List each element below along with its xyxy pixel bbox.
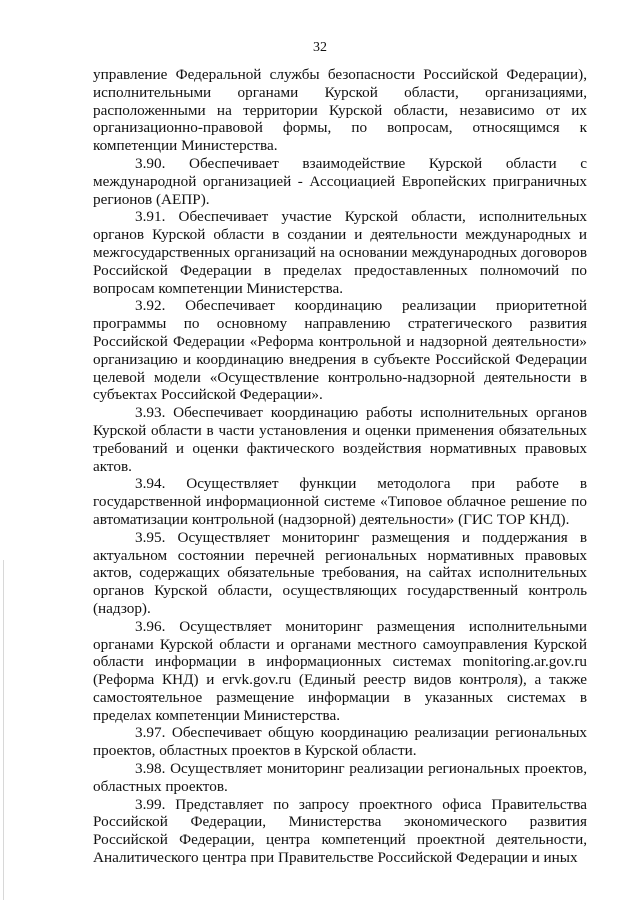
document-body <box>93 66 587 867</box>
paragraph-3-96: 3.96. Осуществляет мониторинг размещения исполнительными органами Курской области и органами местного самоуправления Курской области информации в информационных системах monitoring.ar.gov.ru (Реформа КНД) и ervk.gov.ru (Единый реестр видов контроля), а также самостоятельное размещение информации в указанных системах в пределах компетенции Министерства. <box>93 617 587 724</box>
paragraph-3-94: 3.94. Осуществляет функции методолога при работе в государственной информационной системе «Типовое облачное решение по автоматизации контрольной (надзорной) деятельности» (ГИС ТОР КНД). <box>93 475 587 528</box>
paragraph-3-93: 3.93. Обеспечивает координацию работы исполнительных органов Курской области в части установления и оценки применения обязательных требований и оценки фактического воздействия нормативных правовых актов. <box>93 404 587 475</box>
paragraph-3-91: 3.91. Обеспечивает участие Курской области, исполнительных органов Курской области в создании и деятельности международных и межгосударственных организаций на основании международных договоров Российской Федерации в пределах предоставленных полномочий по вопросам компетенции Министерства. <box>93 208 587 297</box>
scan-edge-line <box>3 560 4 900</box>
paragraph-continuation: управление Федеральной службы безопасности Российской Федерации), исполнительными органами Курской области, организациями, расположенными на территории Курской области, независимо от их организационно-правовой формы, по вопросам, относящимся к компетенции Министерства. <box>93 66 587 155</box>
page-number: 32 <box>313 40 327 55</box>
paragraph-3-99: 3.99. Представляет по запросу проектного офиса Правительства Российской Федерации, Министерства экономического развития Российской Федерации, центра компетенций проектной деятельности, Аналитического центра при Правительстве Российской Федерации и иных <box>93 795 587 867</box>
paragraph-3-92: 3.92. Обеспечивает координацию реализации приоритетной программы по основному направлению стратегического развития Российской Федерации «Реформа контрольной и надзорной деятельности» организацию и координацию внедрения в субъекте Российской Федерации целевой модели «Осуществление контрольно-надзорной деятельности в субъектах Российской Федерации». <box>93 297 587 404</box>
paragraph-3-90: 3.90. Обеспечивает взаимодействие Курской области с международной организацией - Ассоциацией Европейских приграничных регионов (АЕПР). <box>93 154 587 208</box>
paragraph-3-97: 3.97. Обеспечивает общую координацию реализации региональных проектов, областных проектов в Курской области. <box>93 724 587 760</box>
paragraph-3-98: 3.98. Осуществляет мониторинг реализации региональных проектов, областных проектов. <box>93 760 587 795</box>
paragraph-3-95: 3.95. Осуществляет мониторинг размещения и поддержания в актуальном состоянии перечней региональных нормативных правовых актов, содержащих обязательные требования, на сайтах исполнительных органов Курской области, осуществляющих государственный контроль (надзор). <box>93 528 587 617</box>
